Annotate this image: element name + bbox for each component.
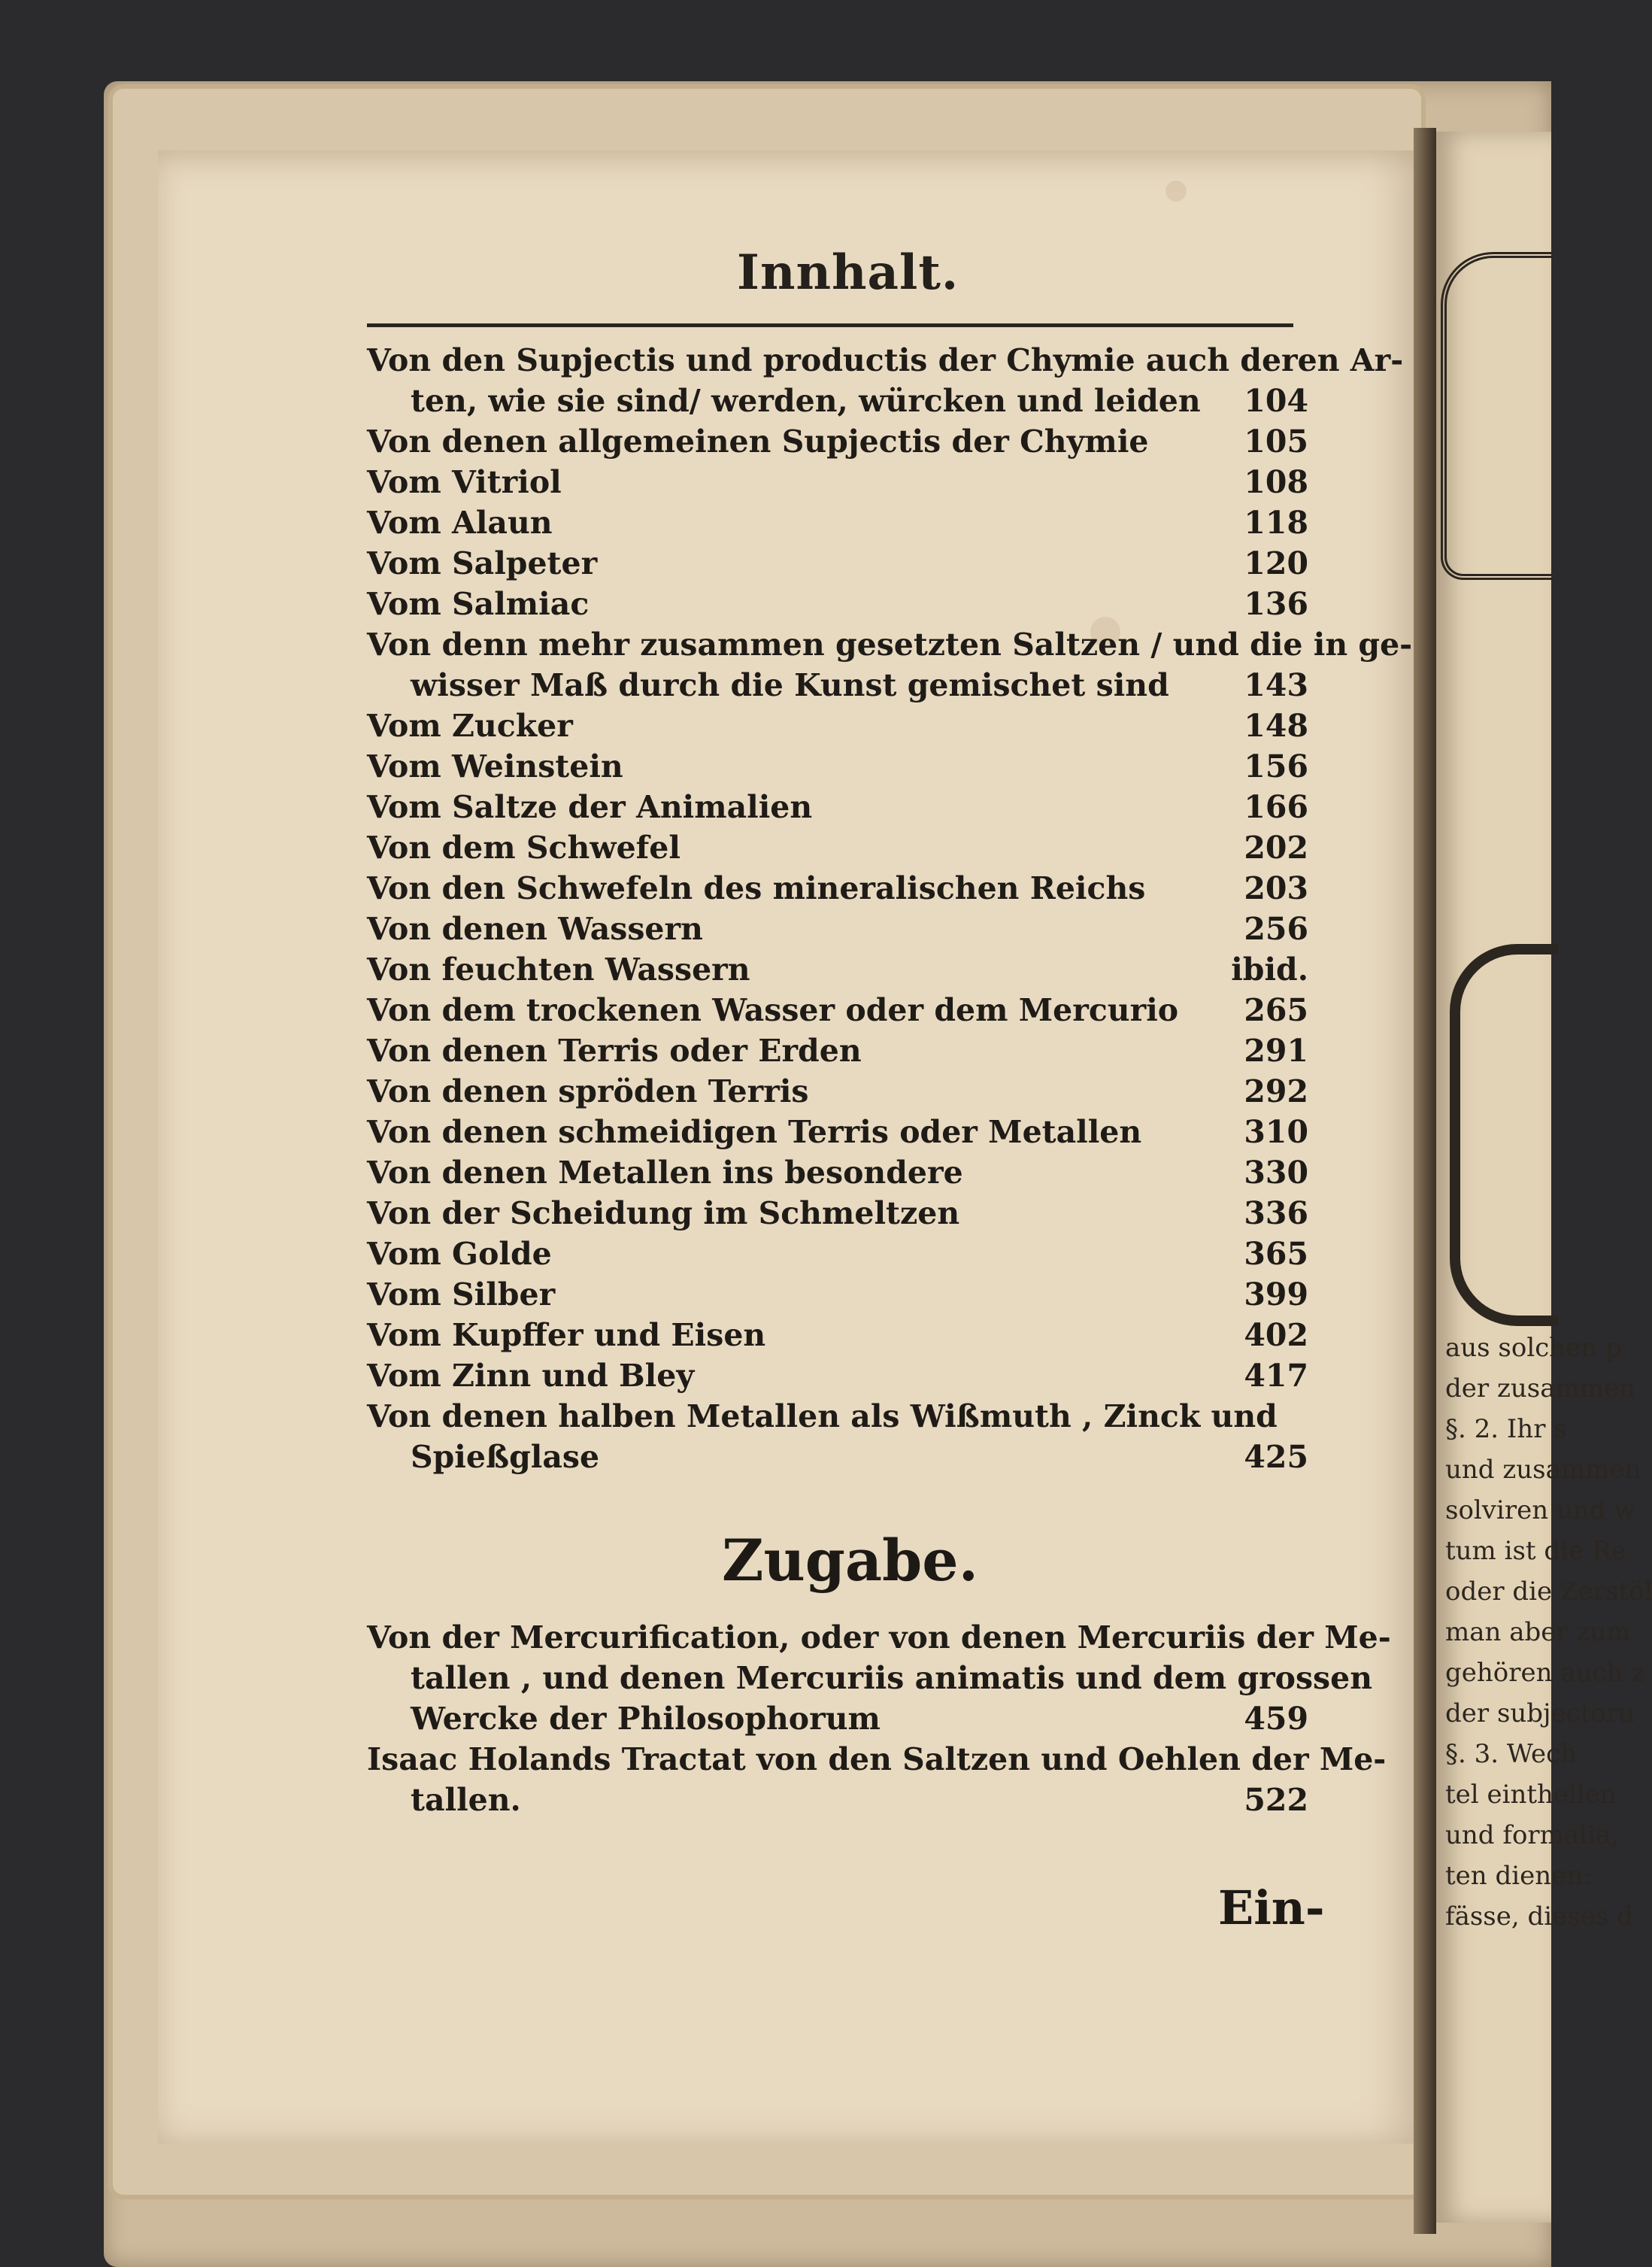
facing-line: aus solchen p — [1445, 1333, 1622, 1363]
toc-entry-page: 166 — [1244, 789, 1308, 825]
facing-line: gehören auch z — [1445, 1658, 1645, 1688]
toc-entry-title: Von denen schmeidigen Terris oder Metallen — [367, 1114, 1142, 1150]
toc-entry — [367, 1698, 1314, 1739]
toc-entry-title: Von dem Schwefel — [367, 830, 681, 866]
toc-entry-title: tallen. — [411, 1782, 521, 1818]
toc-entry-title: Vom Golde — [367, 1236, 552, 1272]
toc-entry-title: Von der Scheidung im Schmeltzen — [367, 1195, 960, 1231]
toc-entry-title: Wercke der Philosophorum — [411, 1701, 881, 1737]
toc-entry-page: 256 — [1244, 911, 1308, 947]
toc-entry-page: 522 — [1244, 1782, 1308, 1818]
toc-entry — [367, 746, 1314, 787]
ornament-icon — [1441, 252, 1552, 580]
toc-entry-title: ten, wie sie sind/ werden, würcken und leiden — [411, 383, 1201, 419]
toc-entry — [367, 706, 1314, 746]
book-gutter — [1414, 128, 1436, 2234]
facing-line: §. 3. Wech — [1445, 1739, 1578, 1769]
toc-entry — [367, 340, 1404, 381]
toc-entry — [367, 665, 1314, 706]
toc-entry — [367, 584, 1314, 624]
toc-entry-title: Von denen halben Metallen als Wißmuth , Zinck und — [367, 1398, 1278, 1434]
toc-entry — [367, 1780, 1314, 1820]
toc-entry-page: 108 — [1244, 464, 1308, 500]
facing-line: §. 2. Ihr s — [1445, 1414, 1567, 1444]
toc-entry — [367, 827, 1314, 868]
appendix-title: Zugabe. — [722, 1527, 979, 1594]
toc-entry-page: 202 — [1244, 830, 1308, 866]
facing-line: ten dienen: — [1445, 1861, 1592, 1891]
toc-entry — [367, 909, 1314, 949]
facing-line: und zusammen — [1445, 1455, 1641, 1485]
toc-entry-title: Von den Supjectis und productis der Chymie auch deren Ar- — [367, 342, 1404, 378]
toc-entry-page: 425 — [1244, 1439, 1308, 1475]
toc-entry-title: Von denen allgemeinen Supjectis der Chymie — [367, 423, 1149, 460]
toc-entry-title: Vom Salmiac — [367, 586, 590, 622]
facing-line: der zusammen — [1445, 1373, 1635, 1404]
toc-entry-title: Von den Schwefeln des mineralischen Reichs — [367, 870, 1146, 906]
toc-entry — [367, 1030, 1314, 1071]
toc-entry-page: 365 — [1244, 1236, 1308, 1272]
toc-entry-page: 104 — [1244, 383, 1308, 419]
toc-entry-page: 459 — [1244, 1701, 1308, 1737]
toc-entry-title: Von der Mercurification, oder von denen Mercuriis der Me- — [367, 1619, 1391, 1655]
facing-line: tum ist die Re — [1445, 1536, 1626, 1566]
toc-entry — [367, 868, 1314, 909]
toc-entry-page: 399 — [1244, 1276, 1308, 1313]
toc-entry-page: 402 — [1244, 1317, 1308, 1353]
toc-entry-page: 336 — [1244, 1195, 1308, 1231]
facing-line: fässe, dieses d — [1445, 1901, 1633, 1932]
toc-entry-title: Vom Zinn und Bley — [367, 1358, 695, 1394]
toc-entry-title: Vom Salpeter — [367, 545, 598, 581]
decorated-initial-icon — [1450, 944, 1558, 1326]
toc-entry-title: Von denen Metallen ins besondere — [367, 1155, 963, 1191]
toc-entry-page: 118 — [1244, 505, 1308, 541]
toc-entry-page: 265 — [1244, 992, 1308, 1028]
toc-entry — [367, 787, 1314, 827]
toc-entry-page: 148 — [1244, 708, 1308, 744]
appendix-contents — [367, 1617, 1391, 1820]
toc-entry-title: Von denen Terris oder Erden — [367, 1033, 862, 1069]
toc-entry — [367, 990, 1314, 1030]
toc-entry-page: 105 — [1244, 423, 1308, 460]
toc-entry-title: Von denen Wassern — [367, 911, 703, 947]
facing-line: tel einthellen — [1445, 1780, 1617, 1810]
toc-entry — [367, 949, 1314, 990]
toc-entry-page: 156 — [1244, 748, 1308, 784]
toc-entry-page: 292 — [1244, 1073, 1308, 1109]
toc-entry-title: tallen , und denen Mercuriis animatis und dem grossen — [411, 1660, 1373, 1696]
toc-entry-page: 291 — [1244, 1033, 1308, 1069]
toc-entry-title: Vom Alaun — [367, 505, 553, 541]
toc-entry — [367, 1739, 1387, 1780]
toc-entry-page: 330 — [1244, 1155, 1308, 1191]
toc-entry-title: Vom Weinstein — [367, 748, 623, 784]
facing-page — [1436, 132, 1652, 2223]
toc-entry-title: Vom Zucker — [367, 708, 573, 744]
toc-entry — [367, 381, 1314, 421]
toc-entry-page: 136 — [1244, 586, 1308, 622]
toc-entry — [367, 1437, 1314, 1477]
toc-entry — [367, 543, 1314, 584]
toc-entry — [367, 1355, 1314, 1396]
toc-entry-page: 417 — [1244, 1358, 1308, 1394]
toc-entry-title: Von dem trockenen Wasser oder dem Mercurio — [367, 992, 1179, 1028]
toc-entry-page: 120 — [1244, 545, 1308, 581]
toc-entry-page: ibid. — [1231, 951, 1308, 988]
toc-entry — [367, 1152, 1314, 1193]
facing-line: oder die Zerstöl — [1445, 1577, 1652, 1607]
facing-line: man aber zum — [1445, 1617, 1631, 1647]
toc-entry-title: Vom Vitriol — [367, 464, 562, 500]
toc-entry — [367, 421, 1314, 462]
heading-rule — [367, 323, 1293, 327]
toc-entry-page: 203 — [1244, 870, 1308, 906]
toc-entry-title: Vom Saltze der Animalien — [367, 789, 813, 825]
toc-entry — [367, 1617, 1391, 1658]
page-stain — [1165, 181, 1187, 202]
facing-page-text — [1445, 1328, 1652, 1937]
toc-entry-title: wisser Maß durch die Kunst gemischet sind — [411, 667, 1169, 703]
facing-line: solviren und w — [1445, 1495, 1636, 1525]
catchword: Ein- — [1218, 1880, 1325, 1935]
toc-entry — [367, 1658, 1373, 1698]
toc-entry — [367, 1234, 1314, 1274]
page-title: Innhalt. — [737, 244, 959, 301]
toc-entry — [367, 1112, 1314, 1152]
toc-entry-title: Von denn mehr zusammen gesetzten Saltzen / und die in ge- — [367, 627, 1413, 663]
facing-line: der subjectoru — [1445, 1698, 1635, 1728]
toc-entry-title: Vom Silber — [367, 1276, 556, 1313]
toc-entry — [367, 502, 1314, 543]
toc-entry — [367, 462, 1314, 502]
toc-entry-title: Vom Kupffer und Eisen — [367, 1317, 766, 1353]
toc-entry-title: Von feuchten Wassern — [367, 951, 750, 988]
toc-entry — [367, 1071, 1314, 1112]
toc-entry-page: 143 — [1244, 667, 1308, 703]
toc-entry — [367, 1274, 1314, 1315]
toc-entry-title: Spießglase — [411, 1439, 600, 1475]
toc-entry — [367, 1315, 1314, 1355]
toc-entry — [367, 1193, 1314, 1234]
table-of-contents — [367, 340, 1413, 1477]
toc-entry-page: 310 — [1244, 1114, 1308, 1150]
facing-line: und formalia, — [1445, 1820, 1620, 1850]
toc-entry-title: Isaac Holands Tractat von den Saltzen und Oehlen der Me- — [367, 1741, 1387, 1777]
toc-entry — [367, 1396, 1314, 1437]
toc-entry — [367, 624, 1413, 665]
toc-entry-title: Von denen spröden Terris — [367, 1073, 809, 1109]
